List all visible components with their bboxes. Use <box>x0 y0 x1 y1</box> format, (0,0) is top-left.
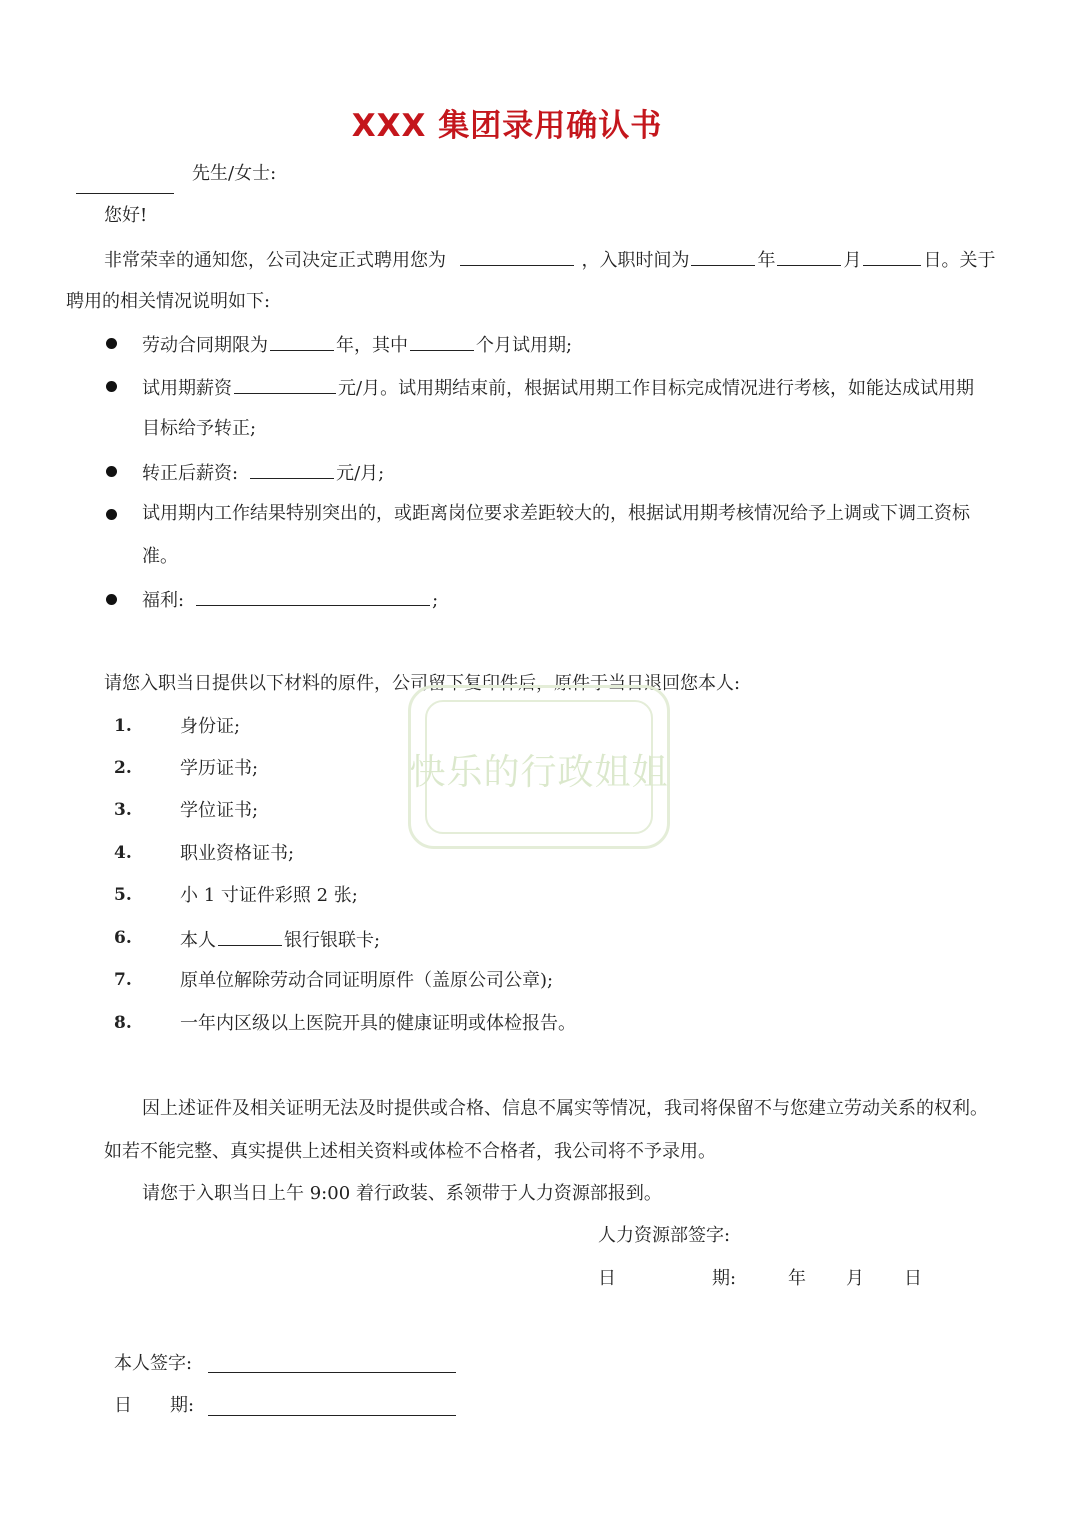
material-item: 一年内区级以上医院开具的健康证明或体检报告。 <box>180 1013 576 1034</box>
bullet-icon <box>106 509 117 520</box>
start-year-blank[interactable] <box>691 247 755 266</box>
hr-signature-label: 人力资源部签字: <box>598 1225 731 1246</box>
intro-day: 日。关于 <box>923 250 996 271</box>
material-number: 1. <box>114 716 132 736</box>
intro-line-1 <box>104 247 995 273</box>
material-number: 2. <box>114 758 132 778</box>
term-adjust-cont: 准。 <box>142 546 178 567</box>
material-number: 5. <box>114 885 132 905</box>
material-number: 7. <box>114 970 132 990</box>
bullet-icon <box>106 466 117 477</box>
term-contract-c: 个月试用期; <box>476 335 573 356</box>
notice-2: 如若不能完整、真实提供上述相关资料或体检不合格者，我公司将不予录用。 <box>104 1141 716 1162</box>
term-welfare-a: 福利: <box>142 590 185 611</box>
term-regular-salary <box>142 460 384 486</box>
material-item: 小 1 寸证件彩照 2 张; <box>180 885 358 906</box>
term-probation-salary-cont: 目标给予转正; <box>142 418 257 439</box>
probation-salary-blank[interactable] <box>234 375 336 394</box>
intro-text-2: ，入职时间为 <box>581 250 690 271</box>
term-contract <box>142 332 572 358</box>
materials-intro: 请您入职当日提供以下材料的原件，公司留下复印件后，原件于当日退回您本人: <box>104 673 741 694</box>
document-title: XXX 集团录用确认书 <box>351 108 663 144</box>
term-probation-salary <box>142 375 974 401</box>
hr-date-day: 日 <box>904 1268 922 1289</box>
bullet-icon <box>106 338 117 349</box>
bank-name-blank[interactable] <box>218 927 282 946</box>
self-date-d2: 期: <box>170 1395 195 1416</box>
bullet-icon <box>106 594 117 605</box>
salutation: 先生/女士: <box>192 163 277 184</box>
hr-date-d1: 日 <box>598 1268 616 1289</box>
welfare-blank[interactable] <box>196 587 430 606</box>
material-item: 学历证书; <box>180 758 259 779</box>
term-probation-a: 试用期薪资 <box>142 378 232 399</box>
term-regular-b: 元/月; <box>336 463 385 484</box>
watermark-text: 快乐的行政姐姐 <box>409 752 669 793</box>
notice-3: 请您于入职当日上午 9:00 着行政装、系领带于人力资源部报到。 <box>142 1183 662 1204</box>
self-signature-label: 本人签字: <box>114 1353 193 1374</box>
term-probation-b: 元/月。试用期结束前，根据试用期工作目标完成情况进行考核，如能达成试用期 <box>338 378 975 399</box>
start-day-blank[interactable] <box>863 247 921 266</box>
regular-salary-blank[interactable] <box>250 460 334 479</box>
material-number: 8. <box>114 1013 132 1033</box>
material-number: 4. <box>114 843 132 863</box>
material-number: 3. <box>114 800 132 820</box>
hr-date-year: 年 <box>788 1268 806 1289</box>
term-regular-a: 转正后薪资: <box>142 463 239 484</box>
greeting: 您好! <box>104 205 148 226</box>
hr-date-month: 月 <box>846 1268 864 1289</box>
self-date-line[interactable] <box>208 1415 456 1416</box>
self-date-d1: 日 <box>114 1395 132 1416</box>
material-item: 学位证书; <box>180 800 259 821</box>
material-number: 6. <box>114 928 132 948</box>
hr-date-d2: 期: <box>712 1268 737 1289</box>
material-item: 职业资格证书; <box>180 843 295 864</box>
material-6-a: 本人 <box>180 930 216 951</box>
notice-1: 因上述证件及相关证明无法及时提供或合格、信息不属实等情况，我司将保留不与您建立劳动关系的权利。 <box>142 1098 988 1119</box>
intro-text-1: 非常荣幸的通知您，公司决定正式聘用您为 <box>104 250 446 271</box>
term-welfare <box>142 587 438 613</box>
material-item: 原单位解除劳动合同证明原件（盖原公司公章); <box>180 970 554 991</box>
material-6-b: 银行银联卡; <box>284 930 381 951</box>
material-item: 身份证; <box>180 716 241 737</box>
term-welfare-b: ; <box>432 590 439 611</box>
self-signature-line[interactable] <box>208 1372 456 1373</box>
name-blank[interactable] <box>76 193 174 194</box>
term-contract-a: 劳动合同期限为 <box>142 335 268 356</box>
position-blank[interactable] <box>460 247 574 266</box>
start-month-blank[interactable] <box>777 247 841 266</box>
bullet-icon <box>106 381 117 392</box>
intro-line-2: 聘用的相关情况说明如下: <box>66 291 271 312</box>
material-item <box>180 927 380 953</box>
intro-year: 年 <box>757 250 776 271</box>
term-contract-b: 年，其中 <box>336 335 408 356</box>
contract-years-blank[interactable] <box>270 332 334 351</box>
intro-month: 月 <box>843 250 862 271</box>
term-adjust: 试用期内工作结果特别突出的，或距离岗位要求差距较大的，根据试用期考核情况给予上调或下调工资标 <box>142 503 970 524</box>
probation-months-blank[interactable] <box>410 332 474 351</box>
